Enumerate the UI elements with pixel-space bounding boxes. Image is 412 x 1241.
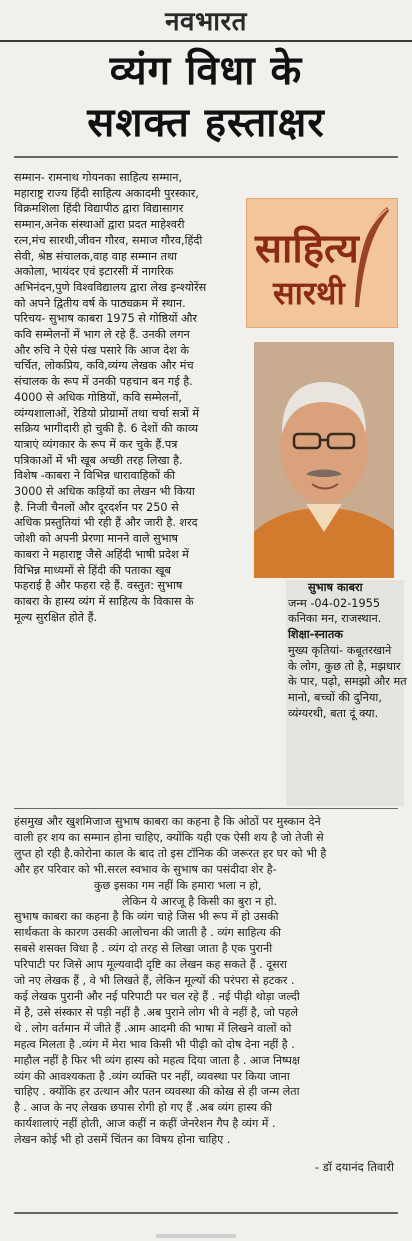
- body-line: में है, उसे संस्कार से पड़ी नहीं है .अब पुराने लोग भी वे नहीं है, जो पहले: [14, 1005, 299, 1019]
- profile-line: के लोग, कुछ तो है, मझधार: [288, 659, 401, 673]
- left-line: है. निजी चैनलों और दूरदर्शन पर 250 से: [14, 500, 179, 514]
- body-line: लुप्त हो रही है.कोरोना काल के बाद तो इस टॉनिक की जरूरत हर घर को भी है: [14, 846, 327, 860]
- left-line: संचालक के रूप में उनकी पहचान बन गई है.: [14, 375, 193, 389]
- body-line: सबसे शसक्त विधा है . व्यंग दो तरह से लिखा जाता है एक पुरानी: [14, 942, 273, 956]
- body-line: महत्व मिलता है .व्यंग में मेरा भाव किसी भी पीढ़ी को दोष देना नहीं है .: [14, 1037, 295, 1051]
- profile-line: कनिका मन, राजस्थान.: [288, 612, 382, 626]
- left-line: अधिक प्रस्तुतियां भी रही हैं और जारी है. शरद: [14, 516, 198, 530]
- headline-divider: [14, 156, 398, 158]
- headline-line-2: सशक्त हस्ताक्षर: [87, 100, 325, 146]
- body-line: कई लेखक पुरानी और नई परिपाटी पर चल रहे हैं . नई पीढ़ी थोड़ा जल्दी: [14, 989, 300, 1003]
- profile-line: मानो, बच्चों की दुनिया,: [288, 690, 382, 704]
- logo-title: साहित्य: [255, 225, 359, 272]
- left-line: को अपने द्वितीय वर्ष के पाठ्यक्रम में स्थान.: [14, 296, 186, 310]
- quill-pen-icon: [347, 205, 391, 315]
- headline-line-1: व्यंग विधा के: [109, 48, 303, 94]
- left-line: जोशी को अपनी प्रेरणा मानने वाले सुभाष: [14, 532, 178, 546]
- couplet-line: लेकिन ये आरजू है किसी का बुरा न हो.: [122, 894, 278, 908]
- left-line: सेवी, श्रेष्ठ संचालक,वाह वाह सम्मान तथा: [14, 249, 178, 263]
- left-column: [14, 170, 246, 625]
- left-line: परिचय- सुभाष काबरा 1975 से गोष्ठियों और: [14, 312, 198, 326]
- section-divider: [14, 808, 398, 809]
- footer-mark: [156, 1234, 236, 1238]
- left-line: चर्चित, लोकप्रिय, कवि,व्यंग्य लेखक और मंच: [14, 359, 194, 373]
- body-line: व्यंग की आवश्यकता है .व्यंग व्यक्ति पर नहीं, व्यवस्था पर किया जाना: [14, 1069, 290, 1083]
- left-line: सक्रिय भागीदारी हो चुकी है. 6 देशों की काव्य: [14, 422, 199, 436]
- newspaper-masthead: नवभारत: [0, 0, 412, 42]
- body-line: और हर परिवार को भी.सरल स्वभाव के सुभाष का पसंदीदा शेर है-: [14, 862, 277, 876]
- body-line: हंसमुख और खुशमिजाज सुभाष काबरा का कहना है कि ओठों पर मुस्कान देने: [14, 815, 321, 828]
- left-line: कवि सम्मेलनों में भाग ले रहे हैं. उनकी लगन: [14, 328, 190, 342]
- profile-line: के पार, पढ़ो, समझो और मत: [288, 675, 407, 689]
- body-line: थे . लोग वर्तमान में जीते हैं .आम आदमी की भाषा में लिखने वालों को: [14, 1021, 292, 1035]
- left-line: व्यंग्यशालाओं, रेडियो प्रोग्रामों तथा चर्चा सत्रों में: [14, 406, 200, 420]
- profile-line: व्यंग्यरथी, बता दूं क्या.: [288, 706, 379, 720]
- left-line: काबरा ने महाराष्ट्र जैसे अहिंदी भाषी प्रदेश में: [14, 547, 189, 561]
- left-line: सम्मान,अनेक संस्थाओं द्वारा प्रदत माहेश्वरी: [14, 218, 185, 232]
- left-line: काबरा के हास्य व्यंग में साहित्य के विकास के: [14, 594, 194, 608]
- left-line: फहराई है और फहरा रहे हैं. वस्तुत: सुभाष: [14, 579, 183, 593]
- left-line: विभिन्न माध्यमों से हिंदी की पताका खूब: [14, 563, 171, 577]
- left-line: पत्रिकाओं में भी खूब अच्छी तरह लिखा है.: [14, 453, 183, 467]
- body-line: माहौल नहीं है फिर भी व्यंग हास्य को महत्व दिया जाता है . आज निष्पक्ष: [14, 1053, 300, 1067]
- body-line: सार्थकता के कारण उसकी आलोचना की जाती है . व्यंग साहित्य की: [14, 926, 281, 940]
- left-line: रत्न,मंच सारथी,जीवन गौरव, समाज गौरव,हिंदी: [14, 233, 203, 247]
- left-line: यात्राएं व्यंगकार के रूप में कर चुके हैं.पत्र: [14, 437, 178, 451]
- left-line: 4000 से अधिक गोष्ठियों, कवि सम्मेलनों,: [14, 390, 182, 404]
- left-line: 3000 से अधिक कड़ियों का लेखन भी किया: [14, 485, 195, 499]
- body-line: कार्यशालाएं नहीं होती, आज कहीं न कहीं जेनरेशन गैप है व्यंग में .: [14, 1117, 276, 1131]
- left-line: और रुचि ने ऐसे पंख पसारे कि आज देश के: [14, 343, 189, 357]
- left-line: अकोला, भायंदर एवं इटारसी में नागरिक: [14, 265, 174, 279]
- body-line: चाहिए . क्योंकि हर उत्थान और पतन व्यवस्था की कोख से ही जन्म लेता: [14, 1085, 300, 1099]
- left-line: महाराष्ट्र राज्य हिंदी साहित्य अकादमी पुरस्कार,: [14, 186, 199, 200]
- profile-line: जन्म -04-02-1955: [288, 596, 381, 610]
- body-line: जो नए लेखक हैं , वे भी लिखते हैं, लेकिन मूल्यों की परंपरा से हटकर .: [14, 974, 295, 988]
- left-line: विक्रमशिला हिंदी विद्यापीठ द्वारा विद्यासागर: [14, 202, 184, 216]
- photo-caption: सुभाष काबरा: [308, 581, 363, 594]
- author-signature: - डॉ दयानंद तिवारी: [314, 1160, 394, 1174]
- author-photo: [254, 342, 394, 578]
- left-line: अभिनंदन,पुणे विश्वविद्यालय द्वारा लेख इन्श्योरेंस: [14, 280, 207, 294]
- body-line: परिपाटी पर जिसे आप मूल्यवादी दृष्टि का लेखन कह सकते हैं . दूसरा: [14, 958, 288, 972]
- left-line: मूल्य सुरक्षित होते हैं.: [14, 610, 98, 624]
- author-profile-box: [286, 580, 407, 806]
- portrait-illustration: [254, 342, 394, 578]
- left-line: सम्मान- रामनाथ गोयनका साहित्य सम्मान,: [14, 171, 183, 184]
- body-line: सुभाष काबरा का कहना है कि व्यंग चाहे जिस भी रूप में हो उसकी: [14, 910, 279, 924]
- logo-subtitle: सारथी: [273, 274, 345, 312]
- sahitya-sarthi-logo: [246, 198, 398, 328]
- body-line: वाली हर शय का सम्मान होना चाहिए, क्योंकि यही एक ऐसी शय है जो तेजी से: [14, 830, 324, 844]
- profile-line: मुख्य कृतियां- कबूतरखाने: [288, 643, 392, 657]
- left-line: विशेष -काबरा ने विभिन्न धारावाहिकों की: [14, 469, 176, 483]
- couplet-line: कुछ इसका गम नहीं कि हमारा भला न हो,: [94, 878, 262, 892]
- body-line: है . आज के नए लेखक छपास रोगी हो गए हैं .अब व्यंग हास्य की: [14, 1101, 273, 1115]
- bottom-rule: [14, 1212, 398, 1214]
- profile-line: शिक्षा-स्नातक: [288, 628, 343, 642]
- body-line: लेखन कोई भी हो उसमें चिंतन का विषय होना चाहिए .: [14, 1133, 231, 1147]
- body-text: [14, 814, 402, 1148]
